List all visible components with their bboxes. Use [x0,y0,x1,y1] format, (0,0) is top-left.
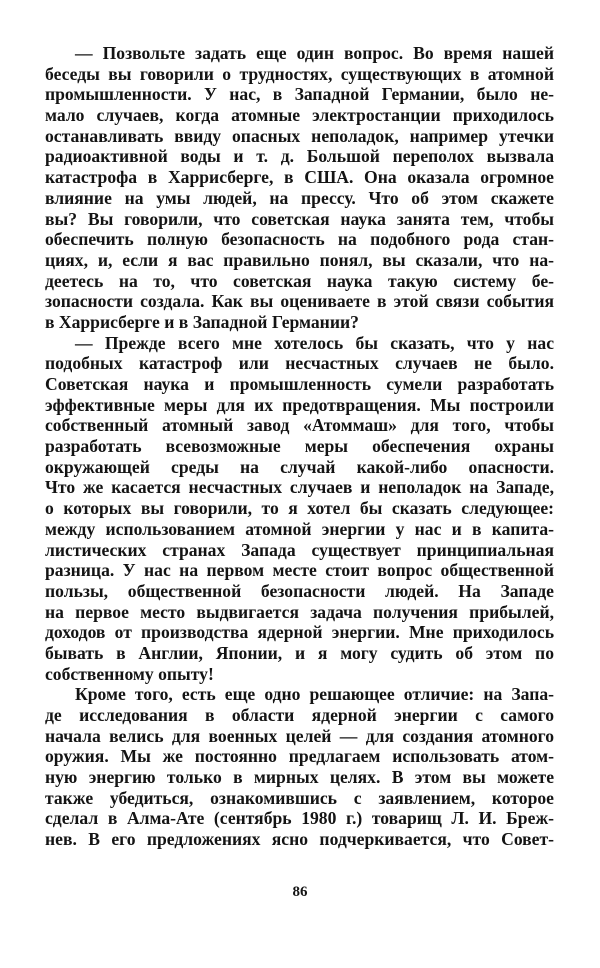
text-line: деетесь на то, что советская наука такую систему бе- [45,270,554,291]
text-line: собственному опыту! [45,663,214,684]
text-line: разработать всевозможные меры обеспечения охраны [45,436,554,457]
paragraph-answer [45,333,554,685]
text-line: зопасности создала. Как вы оцениваете в этой связи события [45,291,554,312]
text-line: — Прежде всего мне хотелось бы сказать, что у нас [75,332,554,353]
text-line: на первое место выдвигается задача получения прибылей, [45,601,554,622]
text-line: промышленности. У нас, в Западной Германии, было не- [45,84,554,105]
text-line: пользы, общественной безопасности людей. На Западе [45,580,554,601]
text-line: Кроме того, есть еще одно решающее отличие: на Запа- [75,684,554,705]
text-line: окружающей среды на случай какой-либо опасности. [45,456,554,477]
text-line: мало случаев, когда атомные электростанции приходилось [45,105,554,126]
text-line: в Харрисберге и в Западной Германии? [45,311,359,332]
text-line: нев. В его предложениях ясно подчеркивается, что Совет- [45,829,554,850]
text-line: начала велись для военных целей — для создания атомного [45,725,554,746]
text-line: о которых вы говорили, то я хотел бы сказать следующее: [45,498,554,519]
text-line: оружия. Мы же постоянно предлагаем использовать атом- [45,746,554,767]
text-line: радиоактивной воды и т. д. Большой переполох вызвала [45,146,554,167]
text-line: листических странах Запада существует принципиальная [45,539,554,560]
text-line: разница. У нас на первом месте стоит вопрос общественной [45,560,554,581]
text-line: собственный атомный завод «Атоммаш» для того, чтобы [45,415,554,436]
text-line: сделал в Алма-Ате (сентябрь 1980 г.) товарищ Л. И. Бреж- [45,808,554,829]
text-line: Что же касается несчастных случаев и неполадок на Западе, [45,477,554,498]
page-body [45,43,554,850]
text-line: эффективные меры для их предотвращения. Мы построили [45,394,554,415]
text-line: вы? Вы говорили, что советская наука занята тем, чтобы [45,208,554,229]
text-line: доходов от производства ядерной энергии. Мне приходилось [45,622,554,643]
text-line: бывать в Англии, Японии, и я могу судить об этом по [45,642,554,663]
paragraph-question [45,43,554,333]
text-line: ную энергию только в мирных целях. В этом вы можете [45,767,554,788]
text-line: останавливать ввиду опасных неполадок, например утечки [45,125,554,146]
text-line: подобных катастроф или несчастных случаев не было. [45,353,554,374]
text-line: де исследования в области ядерной энергии с самого [45,705,554,725]
text-line: катастрофа в Харрисберге, в США. Она оказала огромное [45,167,554,188]
page-number: 86 [292,884,308,900]
text-line: обеспечить полную безопасность на подобного рода стан- [45,229,554,250]
text-line: циях, и, если я вас правильно понял, вы сказали, что на- [45,249,554,270]
text-line: — Позвольте задать еще один вопрос. Во время нашей [75,43,554,63]
text-line: беседы вы говорили о трудностях, существующих в атомной [45,63,554,84]
text-line: также убедиться, ознакомившись с заявлением, которое [45,787,554,808]
text-line: Советская наука и промышленность сумели разработать [45,374,554,394]
paragraph-continuation [45,684,554,850]
text-line: влияние на умы людей, на прессу. Что об этом скажете [45,187,554,208]
text-line: между использованием атомной энергии у нас и в капита- [45,518,554,539]
